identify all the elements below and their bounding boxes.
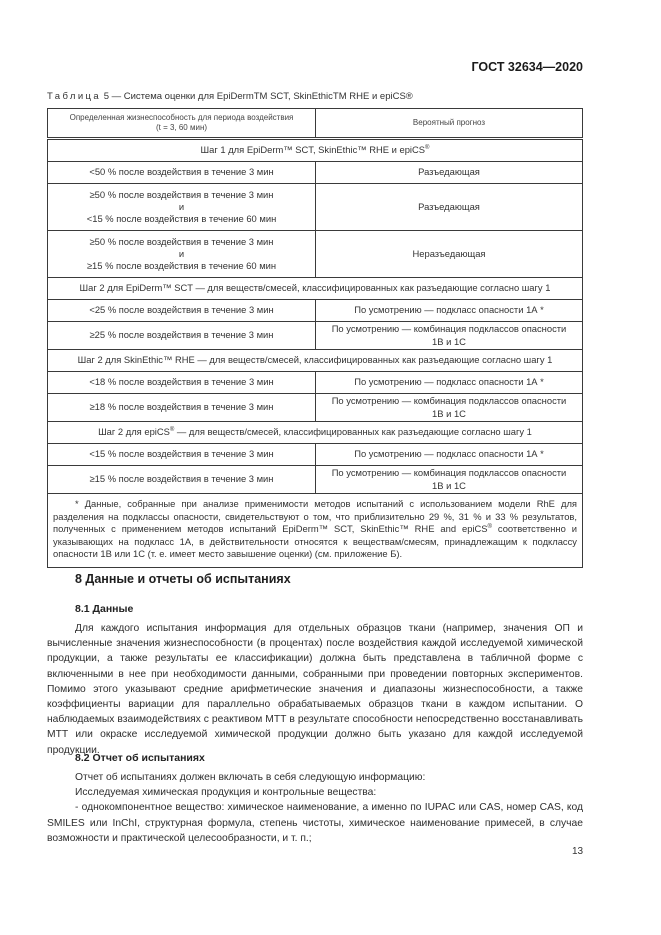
condition-line: ≥50 % после воздействия в течение 3 мин [89, 235, 274, 247]
evaluation-table [47, 108, 583, 568]
result-cell: По усмотрению — подкласс опасности 1А * [316, 372, 583, 394]
result-cell: Разъедающая [316, 184, 583, 231]
section-row-step2-skinethic [48, 350, 583, 372]
table-row [48, 322, 583, 350]
registered-mark: ® [169, 427, 175, 434]
section-title-text: Шаг 2 для epiCS [98, 426, 170, 438]
condition-cell: ≥18 % после воздействия в течение 3 мин [48, 394, 316, 422]
section-row-step1 [48, 139, 583, 162]
table-row [48, 372, 583, 394]
page-number: 13 [572, 846, 584, 857]
table-row [48, 466, 583, 494]
condition-cell: <50 % после воздействия в течение 3 мин [48, 162, 316, 184]
result-line: По усмотрению — комбинация подклассов опасности [331, 323, 567, 335]
table-row [48, 231, 583, 278]
section-title: Шаг 2 для EpiDerm™ SCT — для веществ/смесей, классифицированных как разъедающие согласно шагу 1 [48, 278, 583, 300]
subsection-heading-8-1: 8.1 Данные [75, 603, 134, 615]
table-row [48, 162, 583, 184]
result-line: 1В и 1С [432, 407, 466, 419]
column-header-line: (t = 3, 60 мин) [155, 123, 208, 132]
condition-cell: <15 % после воздействия в течение 3 мин [48, 444, 316, 466]
paragraph: - однокомпонентное вещество: химическое наименование, а именно по IUPAC или CAS, номер CAS, код SMILES или InChI, структурная формула, степень чистоты, химическое наименование примесей, в случае возможности и практической целесообразности, и т. п.; [47, 802, 583, 844]
table-row [48, 444, 583, 466]
paragraph: Исследуемая химическая продукция и контрольные вещества: [75, 787, 377, 799]
result-cell [316, 466, 583, 494]
condition-cell: ≥15 % после воздействия в течение 3 мин [48, 466, 316, 494]
condition-cell: <18 % после воздействия в течение 3 мин [48, 372, 316, 394]
condition-cell: <25 % после воздействия в течение 3 мин [48, 300, 316, 322]
result-line: По усмотрению — комбинация подклассов опасности [331, 467, 567, 479]
table-caption-prefix: Таблица [47, 91, 102, 102]
table-caption [47, 91, 413, 102]
section-8-1-body [47, 621, 583, 758]
condition-line: и [178, 200, 185, 212]
result-cell: По усмотрению — подкласс опасности 1А * [316, 444, 583, 466]
footnote-text: соответственно и указывающих на подкласс 1А, в действительности относятся к веществам/смесям, принадлежащим к подклассу опасности 1В или 1С (т. е. имеет место завышение оценки) (см. приложение Б). [53, 523, 577, 560]
condition-line: и [178, 247, 185, 259]
condition-cell: ≥25 % после воздействия в течение 3 мин [48, 322, 316, 350]
condition-line: ≥15 % после воздействия в течение 60 мин [86, 260, 277, 272]
section-row-step2-epics [48, 422, 583, 444]
result-cell: Разъедающая [316, 162, 583, 184]
table-footnote [48, 494, 583, 568]
result-cell: По усмотрению — подкласс опасности 1А * [316, 300, 583, 322]
section-title [48, 422, 583, 444]
condition-cell [48, 184, 316, 231]
section-row-step2-epiderm [48, 278, 583, 300]
section-title [48, 139, 583, 162]
section-heading-8: 8 Данные и отчеты об испытаниях [75, 572, 291, 586]
result-line: 1В и 1С [432, 479, 466, 491]
result-line: 1В и 1С [432, 335, 466, 347]
paragraph: Отчет об испытаниях должен включать в себя следующую информацию: [75, 772, 426, 783]
footnote-text: * Данные, собранные при анализе применимости методов испытаний с использованием модели RhE для разделения на подклассы опасности, свидетельствуют о том, что приблизительно 29 %, 31 % и 33 % результатов, полученных с применением методов испытаний EpiDerm™ SCT, SkinEthic™ RHE and epiCS [53, 498, 577, 535]
result-cell: Неразъедающая [316, 231, 583, 278]
section-title-text: Шаг 1 для EpiDerm™ SCT, SkinEthic™ RHE и epiCS [200, 144, 426, 156]
result-line: По усмотрению — комбинация подклассов опасности [331, 395, 567, 407]
result-cell [316, 322, 583, 350]
result-cell [316, 394, 583, 422]
condition-line: ≥50 % после воздействия в течение 3 мин [89, 188, 274, 200]
section-title-text: — для веществ/смесей, классифицированных как разъедающие согласно шагу 1 [174, 426, 532, 438]
section-title: Шаг 2 для SkinEthic™ RHE — для веществ/смесей, классифицированных как разъедающие согласно шагу 1 [48, 350, 583, 372]
table-row [48, 394, 583, 422]
table-row [48, 184, 583, 231]
condition-cell [48, 231, 316, 278]
registered-mark: ® [425, 145, 430, 152]
column-header-line: Определенная жизнеспособность для периода воздействия [69, 113, 294, 122]
registered-mark: ® [487, 524, 492, 531]
paragraph: Для каждого испытания информация для отдельных образцов ткани (например, значения ОП и вычисленные значения жизнеспособности (в процентах) после воздействия каждой исследуемой химической продукции, а также результаты ее классификации) должна быть представлена в табличной форме с включенными в нее при необходимости данными, собранными при проведении повторных экспериментов. Помимо этого указывают средние арифметические значения и диапазоны жизнеспособности, а также коэффициенты вариации для параллельно обрабатываемых образцов ткани в каждом испытании. О наблюдаемых взаимодействиях с реактивом МТТ в результате способности непосредственно восстанавливать МТТ или окраске исследуемой химической продукции должно быть указано для каждой исследуемой продукции. [47, 623, 583, 756]
document-id: ГОСТ 32634—2020 [471, 60, 583, 74]
table-header-row [48, 109, 583, 139]
column-header-prognosis: Вероятный прогноз [316, 109, 583, 139]
subsection-heading-8-2: 8.2 Отчет об испытаниях [75, 752, 205, 764]
column-header-viability [48, 109, 316, 139]
condition-line: <15 % после воздействия в течение 60 мин [86, 213, 277, 225]
table-caption-title: 5 — Система оценки для EpiDermTM SCT, SkinEthicTM RHE и epiCS® [101, 91, 413, 102]
table-row [48, 300, 583, 322]
section-8-2-body [47, 770, 583, 846]
footnote-row [48, 494, 583, 568]
